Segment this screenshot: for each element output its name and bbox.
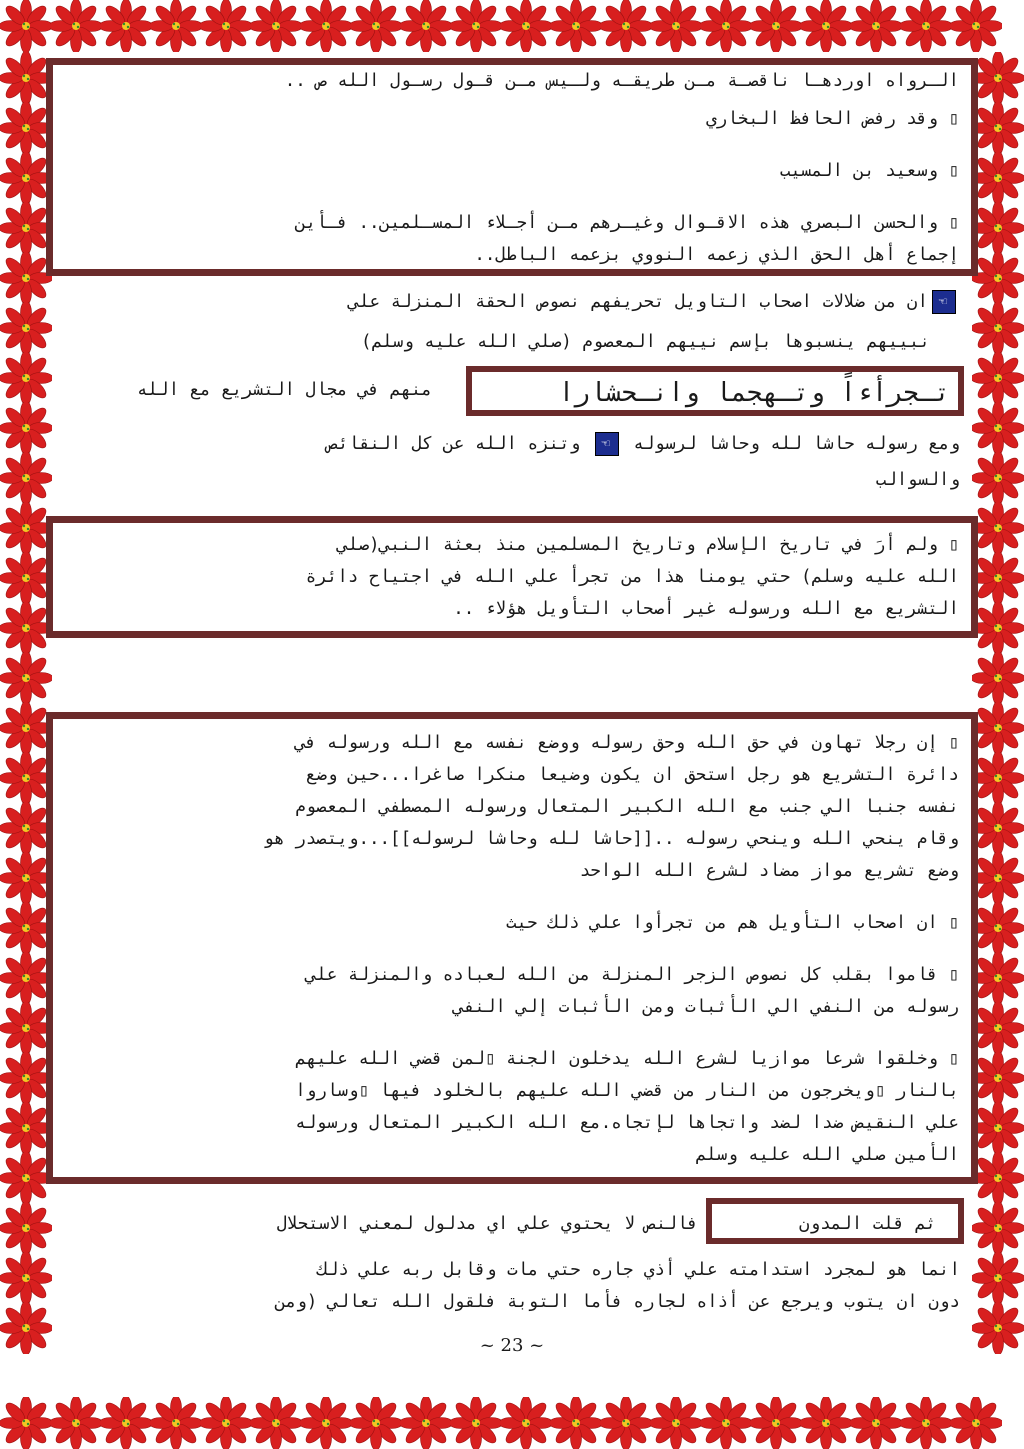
poinsettia-icon bbox=[972, 1252, 1024, 1304]
poinsettia-icon bbox=[972, 602, 1024, 654]
poinsettia-icon bbox=[150, 0, 202, 52]
hand-pointer-icon: ☜ bbox=[595, 432, 619, 456]
poinsettia-icon bbox=[972, 52, 1024, 104]
poinsettia-icon bbox=[650, 0, 702, 52]
poinsettia-icon bbox=[0, 1202, 52, 1254]
text-line: رسوله من النفي الي الأثبات ومن الأثبات إلي النفي bbox=[453, 997, 959, 1017]
poinsettia-icon bbox=[972, 202, 1024, 254]
poinsettia-icon bbox=[800, 0, 852, 52]
poinsettia-icon bbox=[0, 0, 52, 52]
poinsettia-icon bbox=[972, 852, 1024, 904]
poinsettia-icon bbox=[0, 402, 52, 454]
poinsettia-icon bbox=[972, 952, 1024, 1004]
page-number: ~ 23 ~ bbox=[479, 1335, 545, 1356]
text-line: والسوالب bbox=[875, 470, 960, 490]
poinsettia-icon bbox=[950, 1397, 1002, 1449]
poinsettia-icon bbox=[100, 0, 152, 52]
poinsettia-icon bbox=[972, 252, 1024, 304]
text: وتنزه الله عن كل النقائص bbox=[327, 434, 581, 454]
poinsettia-icon bbox=[750, 0, 802, 52]
poinsettia-icon bbox=[0, 752, 52, 804]
poinsettia-icon bbox=[500, 1397, 552, 1449]
poinsettia-icon bbox=[972, 802, 1024, 854]
text-line: دون ان يتوب ويرجع عن أذاه لجاره فأما التوبة فلقول الله تعالي (ومن bbox=[275, 1292, 960, 1312]
poinsettia-icon bbox=[0, 502, 52, 554]
poinsettia-icon bbox=[50, 1397, 102, 1449]
poinsettia-icon bbox=[972, 1152, 1024, 1204]
poinsettia-icon bbox=[972, 452, 1024, 504]
poinsettia-icon bbox=[950, 0, 1002, 52]
border-bottom bbox=[0, 1397, 1024, 1449]
quote-box-2 bbox=[46, 516, 978, 638]
poinsettia-icon bbox=[0, 902, 52, 954]
poinsettia-icon bbox=[0, 702, 52, 754]
text-line: نبييهم ينسبوها بإسم نييهم المعصوم (صلي الله عليه وسلم) bbox=[361, 332, 930, 352]
poinsettia-icon bbox=[250, 0, 302, 52]
poinsettia-icon bbox=[400, 0, 452, 52]
poinsettia-icon bbox=[0, 1152, 52, 1204]
poinsettia-icon bbox=[972, 1102, 1024, 1154]
poinsettia-icon bbox=[0, 952, 52, 1004]
text-line: إجماع أهل الحق الذي زعمه النووي بزعمه الباطل.. bbox=[474, 245, 959, 265]
hand-pointer-icon: ☜ bbox=[932, 290, 956, 314]
poinsettia-icon bbox=[900, 0, 952, 52]
writer-label-box bbox=[706, 1198, 964, 1244]
poinsettia-icon bbox=[700, 1397, 752, 1449]
text-line: التشريع مع الله ورسوله غير أصحاب التأويل هؤلاء .. bbox=[453, 599, 959, 619]
text: ومع رسوله حاشا لله وحاشا لرسوله bbox=[633, 434, 960, 454]
text-line bbox=[349, 290, 960, 314]
poinsettia-icon bbox=[972, 502, 1024, 554]
poinsettia-icon bbox=[350, 1397, 402, 1449]
quote-box-3 bbox=[46, 712, 978, 1184]
text-line: ▯ قاموا بقلب كل نصوص الزجر المنزلة من الله لعباده والمنزلة علي bbox=[305, 965, 959, 985]
poinsettia-icon bbox=[0, 602, 52, 654]
poinsettia-icon bbox=[972, 402, 1024, 454]
quote-box-1 bbox=[46, 58, 978, 276]
poinsettia-icon bbox=[972, 102, 1024, 154]
poinsettia-icon bbox=[750, 1397, 802, 1449]
text-line bbox=[327, 432, 960, 456]
poinsettia-icon bbox=[972, 652, 1024, 704]
poinsettia-icon bbox=[0, 1252, 52, 1304]
poinsettia-icon bbox=[650, 1397, 702, 1449]
text-line: ▯ إن رجلا تهاون في حق الله وحق رسوله ووضع نفسه مع الله ورسوله في bbox=[295, 733, 959, 753]
poinsettia-icon bbox=[150, 1397, 202, 1449]
poinsettia-icon bbox=[900, 1397, 952, 1449]
poinsettia-icon bbox=[972, 552, 1024, 604]
text-line: فالنص لا يحتوي علي اي مدلول لمعني الاستحلال bbox=[276, 1214, 698, 1234]
text-line: الله عليه وسلم) حتي يومنا هذا من تجرأ علي الله في اجتياح دائرة bbox=[305, 567, 959, 587]
poinsettia-icon bbox=[100, 1397, 152, 1449]
border-top bbox=[0, 0, 1024, 52]
poinsettia-icon bbox=[400, 1397, 452, 1449]
border-left bbox=[0, 52, 52, 1397]
poinsettia-icon bbox=[550, 1397, 602, 1449]
text-line: علي النقيض ضدا لضد واتجاها لإتجاه.مع الله الكبير المتعال ورسوله bbox=[295, 1113, 959, 1133]
writer-label: ثم قلت المدون bbox=[799, 1214, 936, 1234]
poinsettia-icon bbox=[450, 1397, 502, 1449]
poinsettia-icon bbox=[700, 0, 752, 52]
poinsettia-icon bbox=[250, 1397, 302, 1449]
poinsettia-icon bbox=[972, 1002, 1024, 1054]
poinsettia-icon bbox=[972, 302, 1024, 354]
poinsettia-icon bbox=[200, 1397, 252, 1449]
poinsettia-icon bbox=[0, 252, 52, 304]
page-content bbox=[52, 52, 972, 1397]
poinsettia-icon bbox=[972, 1202, 1024, 1254]
poinsettia-icon bbox=[0, 52, 52, 104]
text-line: ▯ وخلقوا شرعا موازيا لشرع الله يدخلون الجنة ▯لمن قضي الله عليهم bbox=[295, 1049, 959, 1069]
text-line: بالنار ▯ويخرجون من النار من قضي الله عليهم بالخلود فيها ▯وساروا bbox=[295, 1081, 959, 1101]
poinsettia-icon bbox=[972, 152, 1024, 204]
poinsettia-icon bbox=[50, 0, 102, 52]
poinsettia-icon bbox=[972, 902, 1024, 954]
poinsettia-icon bbox=[600, 0, 652, 52]
text-line: الـرواه اوردهـا ناقصـة مـن طريقـه ولـيس مـن قـول رسـول الله ص .. bbox=[284, 71, 959, 91]
poinsettia-icon bbox=[0, 352, 52, 404]
poinsettia-icon bbox=[0, 1002, 52, 1054]
emphasis-text: تـجرأءاً وتـهجما وانـحشارا bbox=[558, 378, 950, 408]
text-line: ▯ وسعيد بن المسيب bbox=[779, 161, 959, 181]
border-right bbox=[972, 52, 1024, 1397]
poinsettia-icon bbox=[972, 352, 1024, 404]
emphasis-box bbox=[466, 366, 964, 416]
poinsettia-icon bbox=[500, 0, 552, 52]
poinsettia-icon bbox=[0, 1052, 52, 1104]
poinsettia-icon bbox=[550, 0, 602, 52]
poinsettia-icon bbox=[972, 1052, 1024, 1104]
text-line: ▯ ان اصحاب التأويل هم من تجرأوا علي ذلك حيث bbox=[505, 913, 959, 933]
text-line: وضع تشريع مواز مضاد لشرع الله الواحد bbox=[579, 861, 959, 881]
poinsettia-icon bbox=[0, 852, 52, 904]
poinsettia-icon bbox=[300, 1397, 352, 1449]
poinsettia-icon bbox=[850, 1397, 902, 1449]
poinsettia-icon bbox=[0, 802, 52, 854]
poinsettia-icon bbox=[0, 452, 52, 504]
poinsettia-icon bbox=[300, 0, 352, 52]
poinsettia-icon bbox=[600, 1397, 652, 1449]
text-line: دائرة التشريع هو رجل استحق ان يكون وضيعا منكرا صاغرا...حين وضع bbox=[305, 765, 959, 785]
poinsettia-icon bbox=[0, 202, 52, 254]
text-line: ▯ ولم أرَ في تاريخ الإسلام وتاريخ المسلمين منذ بعثة النبي(صلي bbox=[337, 535, 959, 555]
poinsettia-icon bbox=[0, 152, 52, 204]
poinsettia-icon bbox=[0, 302, 52, 354]
poinsettia-icon bbox=[0, 1397, 52, 1449]
poinsettia-icon bbox=[0, 652, 52, 704]
poinsettia-icon bbox=[350, 0, 402, 52]
text-line: انما هو لمجرد استدامته علي أذي جاره حتي مات وقابل ربه علي ذلك bbox=[317, 1260, 960, 1280]
text-line: وقام ينحي الله وينحي رسوله ..[[حاشا لله وحاشا لرسوله]]...ويتصدر هو bbox=[263, 829, 959, 849]
poinsettia-icon bbox=[0, 552, 52, 604]
text-line: نفسه جنبا الي جنب مع الله الكبير المتعال ورسوله المصطفي المعصوم bbox=[295, 797, 959, 817]
text: ان من ضلالات اصحاب التاويل تحريفهم نصوص الحقة المنزلة علي bbox=[348, 292, 928, 312]
text-line: ▯ وقد رفض الحافظ البخاري bbox=[706, 109, 959, 129]
poinsettia-icon bbox=[0, 102, 52, 154]
poinsettia-icon bbox=[800, 1397, 852, 1449]
poinsettia-icon bbox=[200, 0, 252, 52]
poinsettia-icon bbox=[972, 752, 1024, 804]
poinsettia-icon bbox=[850, 0, 902, 52]
poinsettia-icon bbox=[450, 0, 502, 52]
poinsettia-icon bbox=[0, 1102, 52, 1154]
text-line: منهم في مجال التشريع مع الله bbox=[136, 380, 432, 400]
text-line: ▯ والحسن البصري هذه الاقـوال وغيـرهم مـن أجـلاء المسـلمين.. فـأين bbox=[295, 213, 959, 233]
text-line: الأمين صلي الله عليه وسلم bbox=[695, 1145, 959, 1165]
poinsettia-icon bbox=[972, 702, 1024, 754]
